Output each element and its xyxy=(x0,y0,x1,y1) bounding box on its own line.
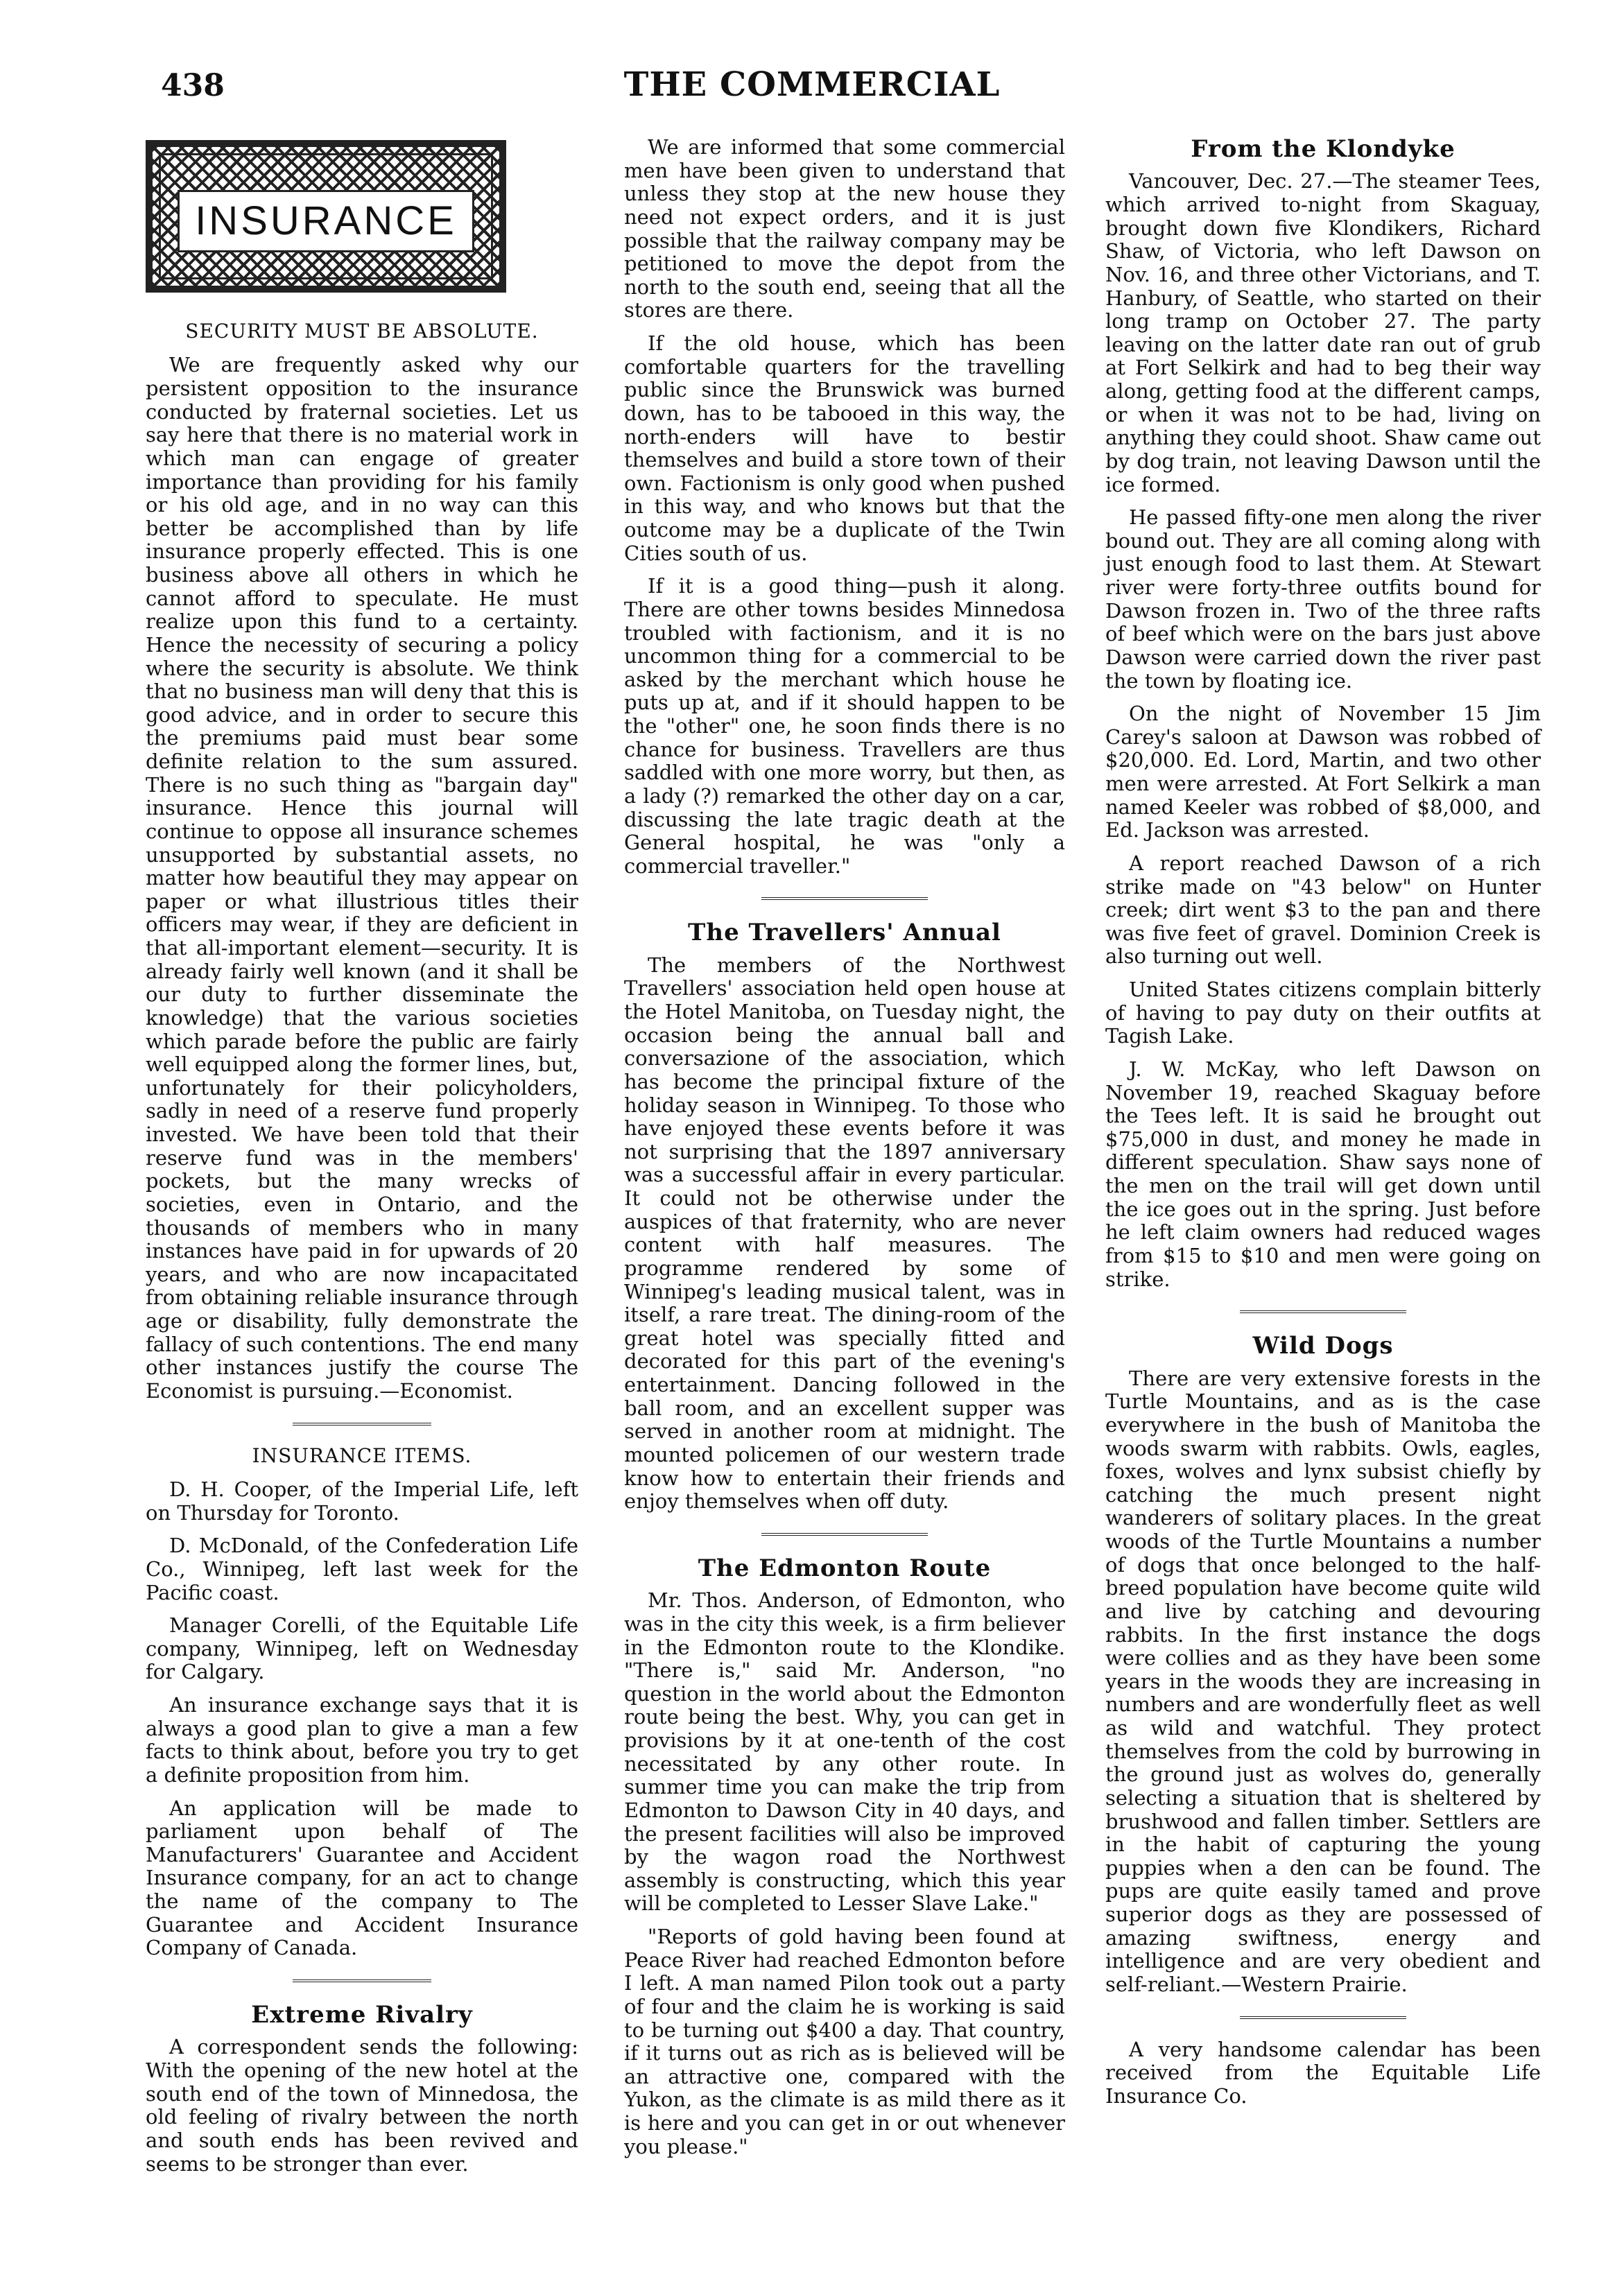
rivalry-continued: If the old house, which has been comfortable quarters for the travelling public since the Brunswick was burned down, has to be tabooed in this way, the north-enders will have to bestir themselves and build a store town of their own. Factionism is only good when pushed in this way, and who knows but that the outcome may be a duplicate of the Twin Cities south of us. xyxy=(624,331,1065,565)
klondyke-article: A report reached Dawson of a rich strike made on "43 below" on Hunter creek; dirt went $3 to the pan and there was five feet of gravel. Dominion Creek is also turning out well. xyxy=(1105,851,1541,969)
page-number: 438 xyxy=(161,68,225,103)
travellers-annual-heading: The Travellers' Annual xyxy=(688,919,1001,947)
section-rule xyxy=(761,1533,928,1536)
column-left xyxy=(146,136,578,2185)
insurance-item: D. H. Cooper, of the Imperial Life, left on Thursday for Toronto. xyxy=(146,1478,578,1525)
section-rule xyxy=(293,1979,431,1982)
column-middle xyxy=(624,136,1065,2168)
section-rule xyxy=(1240,2016,1406,2019)
rivalry-heading: Extreme Rivalry xyxy=(251,2000,473,2029)
insurance-item: An insurance exchange says that it is always a good plan to give a man a few facts to think about, before you try to get a definite proposition from him. xyxy=(146,1693,578,1787)
rivalry-article: A correspondent sends the following: With the opening of the new hotel at the south end of the town of Minnedosa, the old feeling of rivalry between the north and south ends has been revived and seems to be stronger than ever. xyxy=(146,2035,578,2176)
edmonton-route-article: Mr. Thos. Anderson, of Edmonton, who was in the city this week, is a firm believer in the Edmonton route to the Klondike. "There is," said Mr. Anderson, "no question in the world about the Edmonton route being the best. Why, you can get in provisions by it at one-tenth of the cost necessitated by any other route. In summer time you can make the trip from Edmonton to Dawson City in 40 days, and the present facilities will also be improved by the wagon road the Northwest assembly is constructing, which this year will be completed to Lesser Slave Lake." xyxy=(624,1588,1065,1916)
calendar-note: A very handsome calendar has been received from the Equitable Life Insurance Co. xyxy=(1105,2037,1541,2108)
section-rule xyxy=(293,1423,431,1426)
journal-title: THE COMMERCIAL xyxy=(623,65,1001,104)
section-rule xyxy=(1240,1310,1406,1313)
wild-dogs-article: There are very extensive forests in the Turtle Mountains, and as is the case everywhere in the bush of Manitoba the woods swarm with rabbits. Owls, eagles, foxes, wolves and lynx subsist chiefly by catching the much present night wanderers of solitary places. In the great woods of the Turtle Mountains a number of dogs that once belonged to the half-breed population have become quite wild and live by catching and devouring rabbits. In the first instance the dogs were collies and as they have been some years in the woods they are increasing in numbers and are wonderfully fleet as well as wild and watchful. They protect themselves from the cold by burrowing in the ground just as wolves do, generally selecting a situation that is sheltered by brushwood and fallen timber. Settlers are in the habit of capturing the young puppies when a den can be found. The pups are quite easily tamed and prove superior dogs as they are possessed of amazing swiftness, energy and intelligence and are very obedient and self-reliant.—Western Prairie. xyxy=(1105,1366,1541,1996)
insurance-item: Manager Corelli, of the Equitable Life company, Winnipeg, left on Wednesday for Calgary. xyxy=(146,1613,578,1684)
klondyke-heading: From the Klondyke xyxy=(1191,135,1455,163)
klondyke-article: On the night of November 15 Jim Carey's saloon at Dawson was robbed of $20,000. Ed. Lord, Martin, and two other men were arrested. At Fort Selkirk a man named Keeler was robbed of $8,000, and Ed. Jackson was arrested. xyxy=(1105,702,1541,842)
insurance-item: D. McDonald, of the Confederation Life Co., Winnipeg, left last week for the Pacific coast. xyxy=(146,1534,578,1604)
rivalry-continued: We are informed that some commercial men have been given to understand that unless they stop at the new house they need not expect orders, and it is just possible that the railway company may be petitioned to move the depot from the north to the south end, seeing that all the stores are there. xyxy=(624,135,1065,322)
travellers-annual-article: The members of the Northwest Travellers' association held open house at the Hotel Manitoba, on Tuesday night, the occasion being the annual ball and conversazione of the association, which has become the principal fixture of the holiday season in Winnipeg. To those who have enjoyed these events before it was not surprising that the 1897 anniversary was a successful affair in every particular. It could not be otherwise under the auspices of that fraternity, who are never content with half measures. The programme rendered by some of Winnipeg's leading musical talent, was in itself, a rare treat. The dining-room of the great hotel was specially fitted and decorated for this part of the evening's entertainment. Dancing followed in the ball room, and an excellent supper was served in another room at midnight. The mounted policemen of our western trade know how to entertain their friends and enjoy themselves when off duty. xyxy=(624,953,1065,1514)
rivalry-continued: If it is a good thing—push it along. There are other towns besides Minnedosa troubled with factionism, and it is no uncommon thing for a commercial to be asked by the merchant which house he puts up at, and if it should happen to be the "other" one, he soon finds there is no chance for business. Travellers are thus saddled with one more worry, but then, as a lady (?) remarked the other day on a car, discussing the late tragic death at the General hospital, he was "only a commercial traveller." xyxy=(624,574,1065,878)
klondyke-article: He passed fifty-one men along the river bound out. They are all coming along with just enough food to last them. At Stewart river were forty-three outfits bound for Dawson frozen in. Two of the three rafts of beef which were on the bars just above Dawson were carried down the river past the town by floating ice. xyxy=(1105,505,1541,693)
edmonton-route-heading: The Edmonton Route xyxy=(698,1554,992,1582)
klondyke-article: Vancouver, Dec. 27.—The steamer Tees, which arrived to-night from Skaguay, brought down five Klondikers, Richard Shaw, of Victoria, who left Dawson on Nov. 16, and three other Victorians, and T. Hanbury, of Seattle, who started on their long tramp on October 27. The party leaving on the latter date ran out of grub at Fort Selkirk and had to beg their way along, getting food at the different camps, or when it was not to be had, living on anything they could shoot. Shaw came out by dog train, not leaving Dawson until the ice formed. xyxy=(1105,169,1541,496)
wild-dogs-heading: Wild Dogs xyxy=(1252,1332,1394,1360)
edmonton-route-article: "Reports of gold having been found at Peace River had reached Edmonton before I left. A man named Pilon took out a party of four and the claim he is working is said to be turning out $400 a day. That country, if it turns out as rich as is believed will be an attractive one, compared with the Yukon, as the climate is as mild there as it is here and you can get in or out whenever you please." xyxy=(624,1925,1065,2158)
klondyke-article: United States citizens complain bitterly of having to pay duty on their outfits at Tagish Lake. xyxy=(1105,978,1541,1048)
insurance-items-heading: INSURANCE ITEMS. xyxy=(252,1444,472,1467)
section-rule xyxy=(761,897,928,900)
security-heading: SECURITY MUST BE ABSOLUTE. xyxy=(185,320,539,343)
insurance-banner xyxy=(146,140,506,293)
insurance-item: An application will be made to parliament upon behalf of The Manufacturers' Guarantee and Accident Insurance company, for an act to change the name of the company to The Guarantee and Accident Insurance Company of Canada. xyxy=(146,1796,578,1960)
banner-title: INSURANCE xyxy=(178,190,474,252)
klondyke-article: J. W. McKay, who left Dawson on November 19, reached Skaguay before the Tees left. It is said he brought out $75,000 in dust, and money he made in different speculation. Shaw says none of the men on the trail will get down until the ice goes out in the spring. Just before he left claim owners had reduced wages from $15 to $10 and men were going on strike. xyxy=(1105,1057,1541,1291)
column-right xyxy=(1105,136,1541,2117)
security-article: We are frequently asked why our persistent opposition to the insurance conducted by fraternal societies. Let us say here that there is no material work in which man can engage of greater importance than providing for his family or his old age, and in no way can this better be accomplished than by life insurance properly effected. This is one business above all others in which he cannot afford to speculate. He must realize upon this fund to a certainty. Hence the necessity of securing a policy where the security is absolute. We think that no business man will deny that this is good advice, and in order to secure this the premiums paid must bear some definite relation to the sum assured. There is no such thing as "bargain day" insurance. Hence this journal will continue to oppose all insurance schemes unsupported by substantial assets, no matter how beautiful they may appear on paper or what illustrious titles their officers may wear, if they are deficient in that all-important element—security. It is already fairly well known (and it shall be our duty to further disseminate the knowledge) that the various societies which parade before the public are fairly well equipped along the former lines, but, unfortunately for their policyholders, sadly in need of a reserve fund properly invested. We have been told that their reserve fund was in the members' pockets, but the many wrecks of societies, even in Ontario, and the thousands of members who in many instances have paid in for upwards of 20 years, and who are now incapacitated from obtaining reliable insurance through age or disability, fully demonstrate the fallacy of such contentions. The end many other instances justify the course The Economist is pursuing.—Economist. xyxy=(146,353,578,1403)
